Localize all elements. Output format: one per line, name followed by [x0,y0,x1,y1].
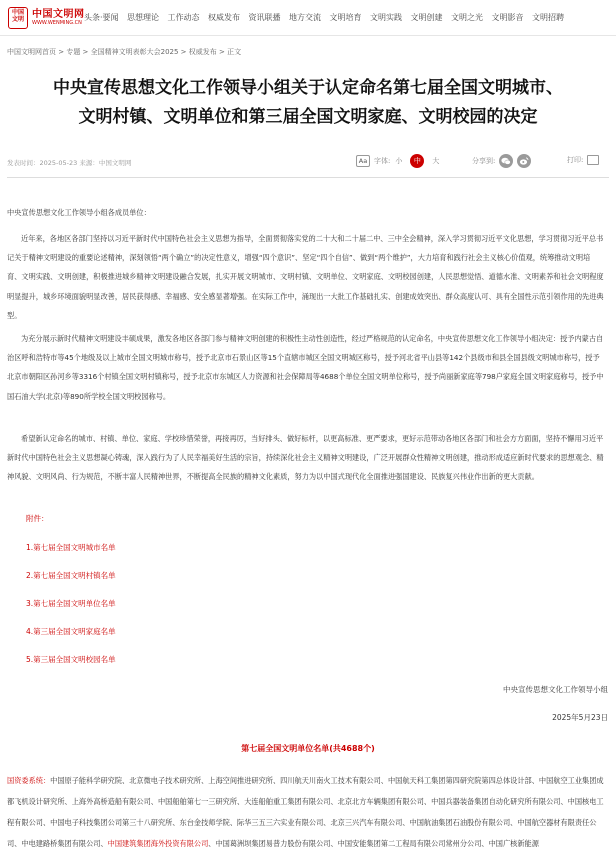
print-tool[interactable] [567,155,599,165]
attachment-link-4[interactable]: 4.第三届全国文明家庭名单 [26,627,116,636]
paragraph-2: 为充分展示新时代精神文明建设丰硕成果，激发各地区各部门参与精神文明创建的积极性主动性创造性，经过严格规范的认定命名，中央宣传思想文化工作领导小组决定：授予内蒙古自治区呼和浩特市等45个地级及以上城市全国文明城市称号，授予北京市石景山区等15个直辖市城区全国文明城区称号，授予河北省平山县等142个县级市和县全国县级文明城市称号，授予北京市朝阳区孙河乡等3316个村镇全国文明村镇称号，授予北京市东城区人力资源和社会保障局等4688个单位全国文明单位称号，授予尚丽新家庭等798户家庭全国文明家庭称号，授予中国石油大学(北京)等890所学校全国文明校园称号。 [7,334,604,401]
font-size-medium-button[interactable]: 中 [410,154,424,168]
nav-item-practice[interactable]: 文明实践 [370,13,403,22]
issue-date: 2025年5月23日 [552,713,608,722]
paragraph-1: 近年来，各地区各部门坚持以习近平新时代中国特色社会主义思想为指导，全面贯彻落实党的二十大和二十届二中、三中全会精神，深入学习贯彻习近平文化思想，学习贯彻习近平总书记关于精神文明建设的重要论述精神，深刻领悟“两个确立”的决定性意义，增强“四个意识”、坚定“四个自信”、做到“两个维护”，大力培育和践行社会主义核心价值观，统筹推动文明培育、文明实践、文明创建，积极推进城乡精神文明建设融合发展，扎实开展文明城市、文明村镇、文明单位、文明家庭、文明校园创建，人民思想觉悟、道德水准、文明素养和社会文明程度明显提升，城乡环境面貌明显改善，居民获得感、幸福感、安全感显著增强。在实际工作中，涌现出一大批工作基础扎实、创建成效突出、群众高度认可、具有全国性示范引领作用的先进典型。 [7,234,604,320]
nav-item-local-exchange[interactable]: 地方交流 [289,13,322,22]
font-size-tools [356,154,444,168]
page-title-line-2: 文明村镇、文明单位和第三届全国文明家庭、文明校园的决定 [78,107,538,127]
top-nav-bar [0,0,616,36]
nav-item-recruitment[interactable]: 文明招聘 [532,13,565,22]
breadcrumb[interactable]: 中国文明网首页 > 专题 > 全国精神文明表彰大会2025 > 权威发布 > 正文 [7,48,242,56]
unit-list-text-b: 、中国葛洲坝集团易普力股份有限公司、中国安能集团第二工程局有限公司常州分公司、中国广核新能源 [208,839,539,848]
attachment-link-1[interactable]: 1.第七届全国文明城市名单 [26,543,116,552]
nav-item-media[interactable]: 文明影音 [491,13,524,22]
nav-item-headlines[interactable]: 头条·要闻 [84,13,119,22]
font-size-small-button[interactable]: 小 [395,157,403,165]
attachments-heading: 附件： [26,514,49,523]
nav-item-theory[interactable]: 思想理论 [127,13,160,22]
weibo-share-icon[interactable] [517,154,531,168]
publish-meta: 发表时间：2025-05-23 来源：中国文明网 [7,159,132,167]
page-title-line-1: 中央宣传思想文化工作领导小组关于认定命名第七届全国文明城市、 [53,78,563,98]
unit-list-highlight: 中国建筑集团海外投资有限公司 [107,839,209,848]
attachment-link-3[interactable]: 3.第七届全国文明单位名单 [26,599,116,608]
paragraph-3: 希望新认定命名的城市、村镇、单位、家庭、学校珍惜荣誉，再接再厉，当好排头、做好标杆，以更高标准、更严要求，更好示范带动各地区各部门和社会方方面面，坚持不懈用习近平新时代中国特色社会主义思想凝心铸魂，深入践行为了人民幸福美好生活的宗旨，持续深化社会主义精神文明建设，广泛开展群众性精神文明创建，推动形成适应新时代要求的思想观念、精神风貌、文明风尚、行为规范，不断丰富人民精神世界，不断提高全民族的精神文化素质，努力为以中国式现代化全面推进强国建设、民族复兴伟业作出新的更大贡献。 [7,434,604,482]
list-title: 第七届全国文明单位名单(共4688个) [241,744,375,753]
share-tools [472,154,531,168]
nav-item-news-broadcast[interactable]: 资讯联播 [248,13,281,22]
unit-list [7,770,607,854]
wechat-share-icon[interactable] [499,154,513,168]
divider [7,177,609,178]
unit-list-text-a: 中国原子能科学研究院、北京微电子技术研究所、上海空间推进研究所、四川航天川南火工技术有限公司、中国航天科工集团第四研究院第四总体设计部、中国航空工业集团成都飞机设计研究所、上海外高桥造船有限公司、中国船舶第七一三研究所、大连船舶重工集团有限公司、北京北方车辆集团有限公司、中国兵器装备集团自动化研究所有限公司、中国核电工程有限公司、中国电子科技集团公司第三十八研究所、东台金技师学院、际华三五三六实业有限公司、北京三兴汽车有限公司、中国航油集团石油股份有限公司、中国航空器材有限责任公司、中电建路桥集团有限公司、 [7,776,604,848]
font-size-label: 字体: [374,157,391,165]
nav-item-creation[interactable]: 文明创建 [410,13,443,22]
attachment-link-2[interactable]: 2.第七届全国文明村镇名单 [26,571,116,580]
logo-seal-icon: 中国 文明 [8,7,28,29]
salutation: 中央宣传思想文化工作领导小组各成员单位： [7,208,151,217]
nav-item-light[interactable]: 文明之光 [451,13,484,22]
printer-icon[interactable] [587,155,599,165]
font-size-large-button[interactable]: 大 [432,157,440,165]
main-nav [84,12,573,23]
print-label: 打印: [567,156,584,164]
nav-item-official-releases[interactable]: 权威发布 [208,13,241,22]
list-category-label: 国资委系统： [7,776,51,785]
nav-item-work-news[interactable]: 工作动态 [167,13,200,22]
logo-subtext: WWW.WENMING.CN [32,20,82,26]
site-logo[interactable] [8,6,85,30]
attachment-link-5[interactable]: 5.第三届全国文明校园名单 [26,655,116,664]
logo-text: 中国文明网 [32,9,85,20]
font-size-icon: Aa [356,155,370,167]
share-label: 分享到: [472,157,496,165]
nav-item-cultivation[interactable]: 文明培育 [329,13,362,22]
signer: 中央宣传思想文化工作领导小组 [503,685,608,694]
